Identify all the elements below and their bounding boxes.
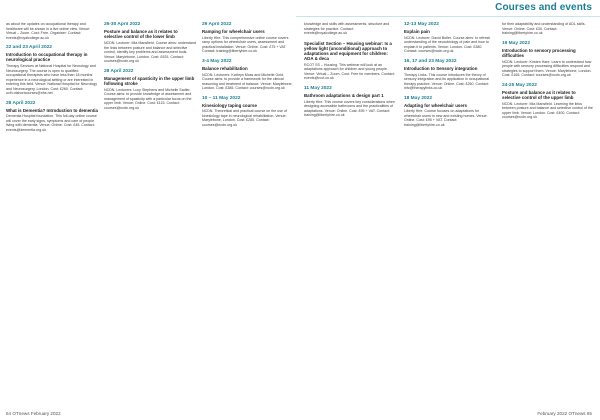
event-date: 28 April 2022: [6, 100, 36, 106]
event-title: Specialist Section – Housing webinar: Is a yellow light (unconditional) approach to adaptations and equipment for children: ADA & deca: [304, 40, 392, 62]
event-description: Therapy Links. This course introduces the theory of sensory integration and its application in occupational therapy practice. Venue: Online. Cost: £260. Contact: info@therapylinks.co.uk: [404, 72, 490, 91]
event-date: 29 April 2022: [202, 22, 232, 27]
event-title: Explain pain: [404, 29, 430, 35]
event-entry: [502, 83, 594, 120]
column-5: [404, 22, 496, 394]
event-title: Introduction to sensory processing difficulties: [502, 47, 576, 58]
event-entry: [202, 59, 294, 91]
column-3: [202, 22, 294, 394]
footer-left: 64 OTnews February 2022: [6, 411, 61, 416]
event-title: Introduction to Sensory integration: [404, 65, 478, 71]
event-title: Ramping for wheelchair users: [202, 29, 265, 35]
event-title: Bathroom adaptations & design part 1: [304, 92, 384, 98]
event-entry: [404, 22, 496, 54]
event-entry: [502, 41, 594, 78]
event-date: 11 May 2022: [304, 85, 332, 91]
event-title: Introduction to occupational therapy in neurological practice: [6, 52, 88, 63]
event-date: 28 April 2022: [104, 68, 134, 74]
event-title: What is Dementia? Introduction to dementia: [6, 107, 98, 113]
event-date: 18 May 2022: [404, 95, 433, 101]
event-title: Posture and balance as it relates to selective control of the lower limb: [104, 29, 178, 40]
event-description: NCDN. Lecturers: Lucy Stephens and Michelle Sadler. Course aims: to provide knowledge of assessment and management of spasticity with a particular focus on the upper limb. Venue: Online. Cost: £115. Contact: courses@ncdn.org.uk: [104, 87, 192, 110]
footer-right: February 2022 OTnews 65: [537, 411, 592, 416]
event-description: NCDN. Lecturer: Mia Mansfield. Course aims: understand the links between posture and balance and selective control, identify key problems and assessment tools. Venue: Marylebone, London. Cost: £925. Contact: courses@ncdn.org.uk: [104, 41, 196, 63]
event-description: Liberty Hire. Course focuses on adaptations for wheelchair users in new and existing homes. Venue: Online. Cost: £95 + VAT. Contact: training@libertyhire.co.uk: [404, 109, 488, 127]
event-date: 24-25 May 2022: [502, 82, 537, 88]
event-entry: [202, 22, 294, 54]
event-date: 12-13 May 2022: [404, 22, 439, 27]
event-description: NCDN. Theoretical and practical course on the use of kinesiology tape in neurological rehabilitation. Venue: Marylebone, London. Cost: £285. Contact: courses@ncdn.org.uk: [202, 109, 288, 127]
event-entry: [304, 41, 396, 81]
event-entry: [304, 22, 396, 36]
event-entry: [6, 45, 98, 96]
event-entry: [502, 22, 594, 36]
event-date: 3-4 May 2022: [202, 58, 232, 64]
event-description: Dementia Hospital foundation. This full-day online course will cover the early signs, symptoms and care of people living with dementia. Venue: Online. Cost: £45. Contact: events@dementia.org.uk: [6, 114, 97, 132]
event-entry: [202, 96, 294, 128]
event-description: Therapy Services at National Hospital for Neurology and Neurosurgery. The course is open to qualified occupational therapists who have less than 18 months' experience in a neurological setting or are interested in entering this field. Venue: National Hospital for Neurology and Neurosurgery, London. Cost: £260. Contact: uclh.otshortcourses@nhs.net: [6, 64, 98, 95]
event-title: Kinesiology taping course: [202, 102, 257, 108]
event-description: RCOT SS – Housing. This webinar will look at an adaptations approach for children and young people. Venue: Virtual – Zoom. Cost: Free for members. Contact: events@rcot.co.uk: [304, 62, 395, 81]
event-description: for their adaptability and understanding of ADL skills. Venue: Online. Cost: £30. Contact: training@libertyhire.co.uk: [502, 22, 586, 35]
event-date: 16, 17 and 23 May 2022: [404, 58, 457, 64]
event-entry: [104, 22, 196, 64]
event-title: Balance rehabilitation: [202, 65, 248, 71]
column-2: [104, 22, 196, 394]
event-description: NCDN. Lecturer: David Butler. Course aims: to refresh understanding of the neurobiology of pain and how to explain it to patients. Venue: London. Cost: £380. Contact: courses@ncdn.org.uk: [404, 35, 491, 54]
event-description: NCDN. Lecturers: Kathryn Moss and Michelle Gold. Course aims: to provide a framework for the clinical reasoning and treatment of balance. Venue: Marylebone, London. Cost: £385. Contact: courses@ncdn.org.uk: [202, 72, 293, 91]
event-title: Posture and balance as it relates to selective control of the upper limb: [502, 89, 576, 100]
event-entry: [304, 86, 396, 118]
event-entry: [104, 69, 196, 111]
event-description: as about the updates on occupational therapy and healthcare will be shown in a live online view. Venue: Virtual – Zoom. Cost: Free. Organiser: Contact: events@royalcollege.ac.uk: [6, 22, 91, 40]
event-title: Adapting for wheelchair users: [404, 102, 467, 108]
event-entry: [6, 22, 98, 40]
event-description: Liberty Hire. This course covers key considerations when designing accessible bathrooms and the practicalities of adaptations. Venue: Online. Cost: £95 + VAT. Contact: training@libertyhire.co.uk: [304, 99, 395, 118]
event-date: 26-30 April 2022: [104, 22, 141, 27]
column-4: [304, 22, 396, 394]
header-divider: [296, 16, 600, 17]
event-description: Liberty Hire. This comprehensive online course covers ramp options for wheelchair users, assessment and practical installation. Venue: Online. Cost: £75 + VAT. Contact: training@libertyhire.co.uk: [202, 35, 289, 54]
event-title: Management of spasticity in the upper limb following stroke: [104, 75, 195, 86]
section-title: Courses and events: [495, 2, 592, 13]
event-description: NCDN. Lecturer: Mia Mansfield. Learning the links between posture and balance and selective control of the upper limb. Venue: London. Cost: £400. Contact: courses@ncdn.org.uk: [502, 101, 593, 119]
column-1: [6, 22, 98, 394]
event-date: 10 – 11 May 2022: [202, 95, 241, 101]
event-entry: [404, 59, 496, 91]
event-date: 19 May 2022: [502, 40, 531, 46]
column-6: [502, 22, 594, 394]
event-description: NCDN. Lecturer: Kirsten Hare. Learn to understand how people with sensory processing difficulties respond and strategies to support them. Venue: Marylebone, London. Cost: £165. Contact: courses@ncdn.org.uk: [502, 59, 592, 77]
event-date: 22 and 23 April 2022: [6, 45, 52, 50]
event-entry: [6, 101, 98, 133]
event-description: knowledge and skills with assessments, structure and strategies for practice. Contact: events@royalcollege.ac.uk: [304, 22, 390, 35]
event-entry: [404, 96, 496, 128]
